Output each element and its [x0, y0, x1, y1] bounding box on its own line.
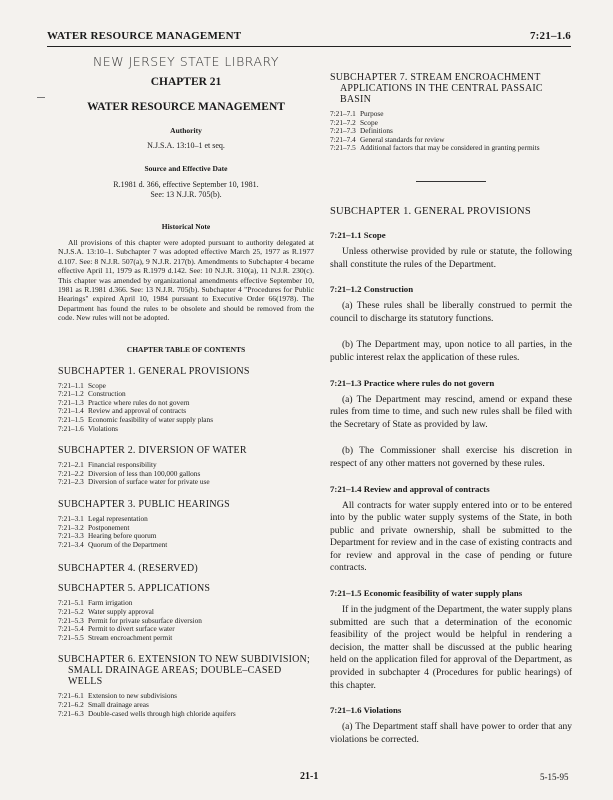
section-heading: 7:21–1.2 Construction	[330, 284, 414, 295]
header-section-range: 7:21–1.6	[529, 30, 571, 42]
toc-entry[interactable]	[58, 710, 314, 719]
section-paragraph: Unless otherwise provided by rule or statute, the following shall constitute the rules of the Department.	[330, 246, 572, 270]
revision-date: 5-15-95	[540, 772, 569, 782]
chapter-title: WATER RESOURCE MANAGEMENT	[87, 101, 285, 113]
section-heading: 7:21–1.3 Practice where rules do not govern	[330, 377, 495, 388]
toc-entry-title: General standards for review	[360, 134, 445, 144]
toc-entry-title: Financial responsibility	[88, 460, 157, 470]
section-paragraph: (a) These rules shall be liberally construed to permit the council to discharge its statutory functions.	[330, 301, 572, 324]
authority-label: Authority	[170, 126, 202, 135]
toc-entry-number: 7:21–2.3	[58, 477, 84, 487]
toc-entry-number: 7:21–5.2	[58, 606, 84, 616]
authority-text: N.J.S.A. 13:10–1 et seq.	[147, 141, 225, 150]
toc-entry-number: 7:21–7.3	[330, 126, 356, 136]
right-column	[330, 72, 572, 746]
toc-entry-number: 7:21–5.5	[58, 632, 84, 642]
historical-note-label: Historical Note	[161, 222, 211, 231]
section-paragraph: (b) The Commissioner shall exercise his discretion in respect of any other matters not governed by these rules.	[330, 446, 572, 469]
section-heading: 7:21–1.1 Scope	[330, 229, 386, 240]
source-line: See: 13 N.J.R. 705(b).	[150, 190, 222, 199]
toc-entry-number: 7:21–7.1	[330, 109, 356, 118]
toc-entry-number: 7:21–6.3	[58, 708, 84, 718]
toc-entry-title: Construction	[88, 389, 126, 399]
section-paragraph: (a) The Department may rescind, amend or expand these rules from time to time, and such new rules shall be filed with the Secretary of State as provided by law.	[330, 394, 572, 430]
toc-entry[interactable]	[58, 541, 314, 550]
toc-entry-number: 7:21–1.4	[58, 406, 84, 416]
toc-entry-number: 7:21–7.2	[330, 117, 356, 127]
toc-entry-number: 7:21–2.1	[58, 460, 84, 470]
toc-entry-title: Economic feasibility of water supply plans	[88, 415, 214, 425]
toc-entry-title: Quorum of the Department	[88, 539, 168, 549]
toc-entry-title: Scope	[88, 380, 106, 390]
toc-entry-title: Hearing before quorum	[88, 531, 157, 541]
toc-entry-title: Diversion of less than 100,000 gallons	[88, 468, 201, 478]
toc-entry-number: 7:21–1.1	[58, 380, 84, 390]
toc-entry-title: Double-cased wells through high chloride aquifers	[88, 708, 236, 718]
toc-subchapter-title: SUBCHAPTER 2. DIVERSION OF WATER	[58, 445, 247, 457]
toc-entry[interactable]	[58, 425, 314, 434]
running-header	[47, 28, 571, 47]
section-paragraph: (a) The Department staff shall have power to order that any violations be corrected.	[330, 722, 572, 745]
toc-entry-number: 7:21–2.2	[58, 468, 84, 478]
toc-list	[58, 692, 314, 718]
toc-subchapter-title: SUBCHAPTER 4. (RESERVED)	[58, 563, 198, 575]
margin-mark	[37, 97, 45, 98]
toc-list	[58, 599, 314, 642]
toc-entry-title: Review and approval of contracts	[88, 406, 187, 416]
toc-entry-title: Legal representation	[88, 514, 148, 523]
section-paragraph: (b) The Department may, upon notice to all parties, in the public interest relax the application of these rules.	[330, 340, 572, 363]
toc-entry-title: Farm irrigation	[88, 598, 133, 608]
toc-entry-title: Stream encroachment permit	[88, 632, 173, 642]
section-paragraph: If in the judgment of the Department, the water supply plans submitted are such that a determination of the economic feasibility of the project would be helpful in rendering a decision, the matter shall be discussed at the public hearing held on the application filed for approval of the Department, as provided in subchapter 4 (Procedures for public hearings) of this chapter.	[330, 605, 572, 691]
header-title: WATER RESOURCE MANAGEMENT	[47, 30, 242, 42]
toc-entry-number: 7:21–5.1	[58, 598, 84, 608]
toc-entry-number: 7:21–3.1	[58, 514, 84, 523]
toc-entry-number: 7:21–6.2	[58, 699, 84, 709]
toc-entry-title: Additional factors that may be considered in granting permits	[360, 143, 540, 153]
toc-entry-number: 7:21–3.3	[58, 531, 84, 541]
toc-entry-title: Purpose	[360, 109, 384, 118]
toc-entry-number: 7:21–3.4	[58, 539, 84, 549]
toc-entry-title: Practice where rules do not govern	[88, 397, 190, 407]
toc-heading: CHAPTER TABLE OF CONTENTS	[126, 344, 246, 354]
section-paragraph: All contracts for water supply entered into or to be entered into by the public water supply systems of the State, in both public and private ownership, shall be submitted to the Department for review and in the case of existing contracts and for review and approval in the case of pending or future contracts.	[330, 500, 572, 574]
toc-entry-number: 7:21–1.6	[58, 423, 84, 433]
toc-entry-number: 7:21–1.2	[58, 389, 84, 399]
chapter-number: CHAPTER 21	[150, 76, 222, 88]
toc-list	[58, 515, 314, 549]
section-heading: 7:21–1.6 Violations	[330, 705, 402, 716]
toc-entry-number: 7:21–7.5	[330, 143, 356, 153]
toc-entry-title: Permit to divert surface water	[88, 624, 175, 634]
toc-entry-number: 7:21–1.3	[58, 397, 84, 407]
page-number: 21-1	[300, 771, 319, 782]
historical-note-text: All provisions of this chapter were adopted pursuant to authority delegated at N.J.S.A. 13:10–1. Subchapter 7 was adopted effective March 25, 1977 as R.1977 d.107. See: 8 N.J.R. 507(a), 9 N.J.R. 217(b). Amendments to Subchapter 4 became effective April 11, 1979 as R.1979 d.142. See: 10 N.J.R. 310(a), 11 N.J.R. 230(c). This chapter was amended by organizational amendments effective September 10, 1981 as R.1981 d.366. See: 13 N.J.R. 705(b). Subchapter 4 "Procedures for Public Hearings" expired April 10, 1984 pursuant to Executive Order 66(1978). The Department has found the rules to be obsolete and should be removed from the code. New rules will not be adopted.	[58, 238, 314, 323]
toc-entry-number: 7:21–5.3	[58, 615, 84, 625]
toc-entry-title: Small drainage areas	[88, 699, 149, 709]
toc-entry-title: Permit for private subsurface diversion	[88, 615, 202, 625]
toc-subchapter-title: SUBCHAPTER 3. PUBLIC HEARINGS	[58, 499, 230, 510]
toc-entry-title: Scope	[360, 117, 378, 127]
toc-list	[58, 461, 314, 487]
toc-entry-number: 7:21–7.4	[330, 134, 356, 144]
toc-entry-title: Extension to new subdivisions	[88, 691, 177, 701]
toc-subchapter-title: SUBCHAPTER 7. STREAM ENCROACHMENT APPLICATIONS IN THE CENTRAL PASSAIC BASIN	[330, 72, 543, 105]
toc-entry-number: 7:21–6.1	[58, 691, 84, 701]
toc-entry-number: 7:21–1.5	[58, 415, 84, 425]
toc-entry-title: Diversion of surface water for private use	[88, 477, 210, 487]
toc-entry-title: Postponement	[88, 522, 130, 532]
toc-entry[interactable]	[58, 478, 314, 487]
toc-entry-title: Definitions	[360, 126, 393, 136]
section-divider	[416, 181, 486, 182]
source-line: R.1981 d. 366, effective September 10, 1981.	[113, 180, 259, 189]
toc-list	[330, 110, 572, 153]
toc-entry-title: Water supply approval	[88, 606, 154, 616]
body-subchapter-title: SUBCHAPTER 1. GENERAL PROVISIONS	[330, 205, 531, 217]
toc-subchapter-title: SUBCHAPTER 6. EXTENSION TO NEW SUBDIVISION; SMALL DRAINAGE AREAS; DOUBLE–CASED WELLS	[58, 654, 310, 688]
toc-list	[58, 382, 314, 434]
toc-entry-title: Violations	[88, 423, 118, 433]
section-heading: 7:21–1.4 Review and approval of contracts	[330, 483, 490, 494]
toc-entry-number: 7:21–3.2	[58, 522, 84, 532]
section-heading: 7:21–1.5 Economic feasibility of water supply plans	[330, 588, 523, 599]
library-stamp: NEW JERSEY STATE LIBRARY	[92, 54, 280, 69]
toc-entry[interactable]	[330, 144, 572, 153]
source-label: Source and Effective Date	[144, 164, 228, 173]
toc-subchapter-title: SUBCHAPTER 5. APPLICATIONS	[58, 583, 211, 595]
left-column	[58, 52, 314, 718]
source-text	[58, 180, 314, 200]
toc-subchapter-title: SUBCHAPTER 1. GENERAL PROVISIONS	[58, 365, 250, 377]
toc-entry[interactable]	[58, 634, 314, 643]
toc-entry-number: 7:21–5.4	[58, 624, 84, 634]
